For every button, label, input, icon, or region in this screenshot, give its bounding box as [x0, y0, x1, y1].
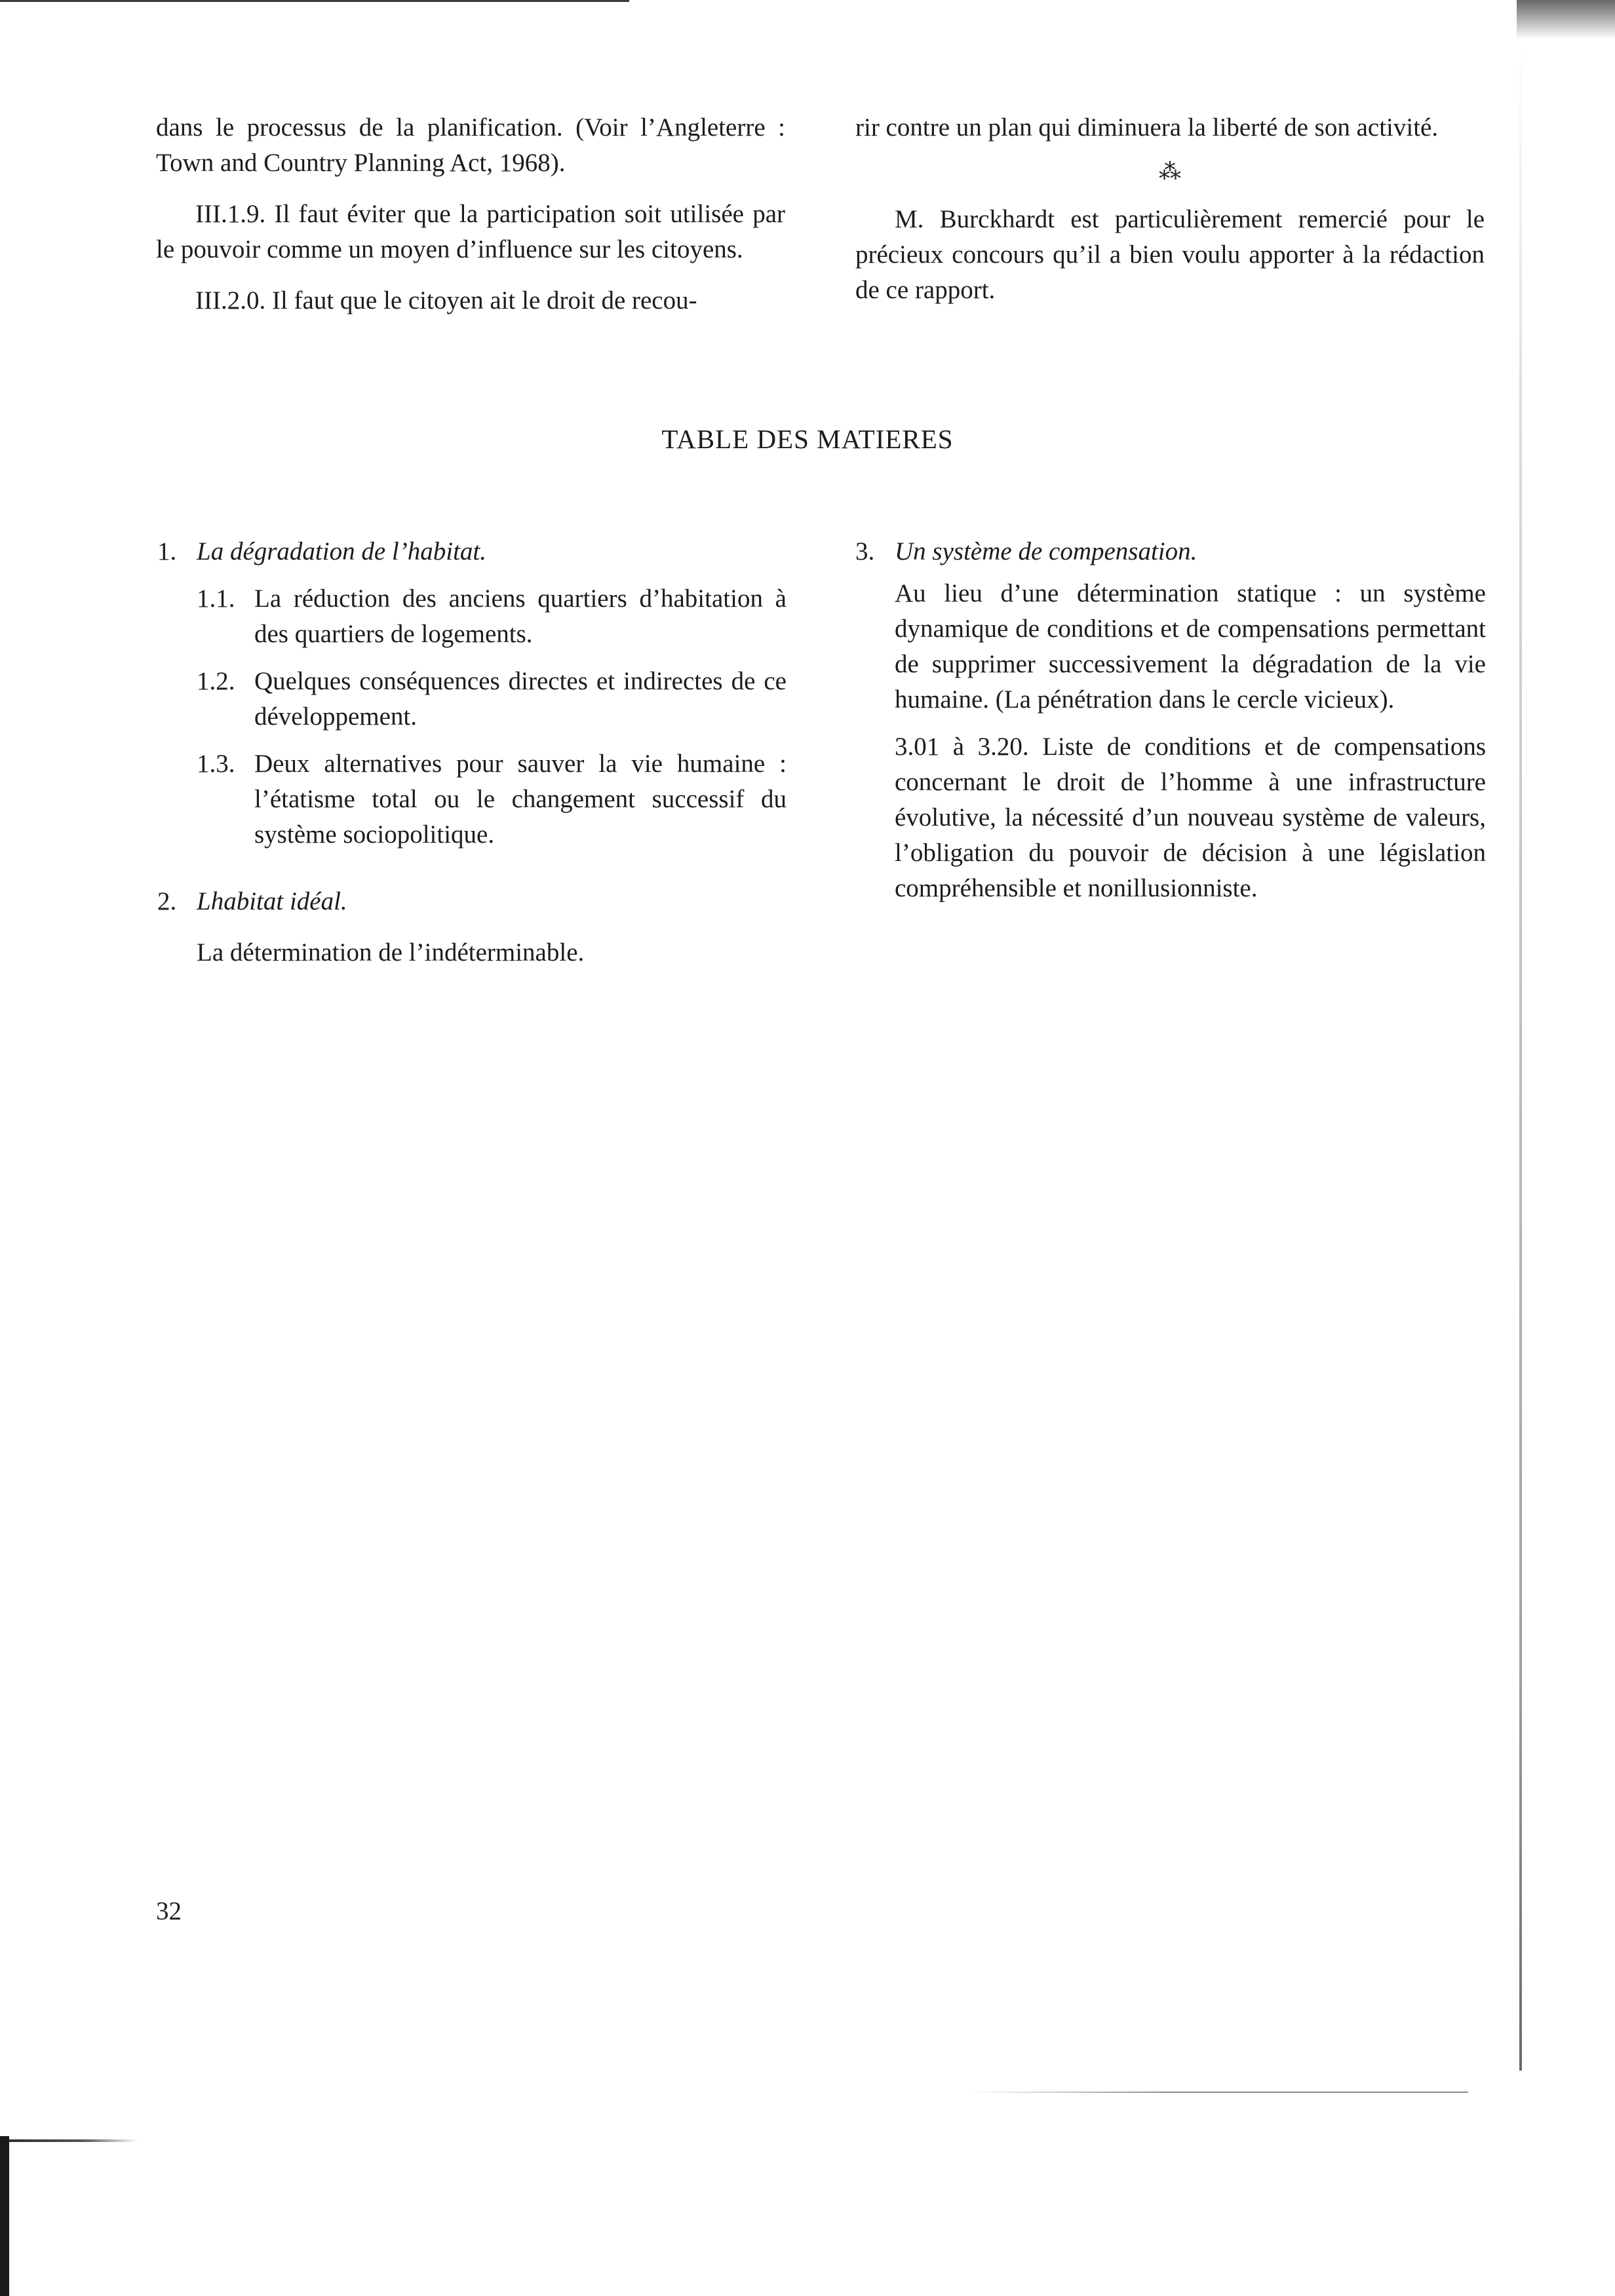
toc-right-column	[855, 534, 1486, 906]
toc-item-1-1	[197, 581, 787, 652]
section-title: Un système de compensation.	[895, 537, 1197, 565]
section-title: Lhabitat idéal.	[197, 887, 347, 915]
clause-III-2-0: III.2.0. Il faut que le citoyen ait le droit de recou-	[195, 286, 697, 315]
toc-title: TABLE DES MATIERES	[661, 424, 954, 454]
scan-edge-left-bar	[0, 2136, 9, 2296]
toc-section-1	[157, 534, 787, 569]
item-text: Deux alternatives pour sauver la vie humaine : l’étatisme total ou le changement successif du système sociopolitique.	[254, 750, 787, 849]
intro-right-column	[855, 110, 1485, 308]
toc-left-column	[157, 534, 787, 970]
section-number: 2.	[157, 887, 177, 915]
item-text: La réduction des anciens quartiers d’habitation à des quartiers de logements.	[254, 584, 787, 648]
toc-section-2	[157, 884, 787, 919]
scan-edge-right	[1519, 39, 1522, 2071]
item-number: 1.2.	[197, 667, 235, 695]
scan-edge-bottom-left	[0, 2139, 138, 2142]
scan-shadow-corner	[1517, 0, 1615, 39]
section-number: 1.	[157, 537, 177, 565]
asterism-ornament: ⁂	[1159, 160, 1181, 184]
acknowledgement: M. Burckhardt est particulièrement remercié pour le précieux concours qu’il a bien voulu apporter à la rédaction de ce rapport.	[855, 205, 1485, 304]
item-text: Quelques conséquences directes et indirectes de ce développement.	[254, 667, 787, 731]
section-3-text: Au lieu d’une détermination statique : un système dynamique de conditions et de compensations permettant de supprimer successivement la dégradation de la vie humaine. (La pénétration dans le cercle vicieux).	[895, 579, 1486, 714]
clause-continuation: rir contre un plan qui diminuera la liberté de son activité.	[855, 113, 1439, 142]
item-number: 1.3.	[197, 750, 235, 778]
item-number: 1.1.	[197, 584, 235, 613]
toc-item-1-2	[197, 664, 787, 735]
intro-paragraph: dans le processus de la planification. (Voir l’Angleterre : Town and Country Planning Act, 1968).	[156, 113, 785, 177]
page-number: 32	[156, 1897, 182, 1925]
intro-left-column	[156, 110, 785, 318]
section-number: 3.	[855, 537, 875, 565]
section-2-text: La détermination de l’indéterminable.	[197, 938, 585, 966]
clause-III-1-9: III.1.9. Il faut éviter que la participation soit utilisée par le pouvoir comme un moyen d’influence sur les citoyens.	[156, 200, 785, 263]
section-title: La dégradation de l’habitat.	[197, 537, 486, 565]
scan-edge-top	[0, 0, 629, 2]
toc-section-3	[855, 534, 1486, 569]
section-3-list-text: 3.01 à 3.20. Liste de conditions et de compensations concernant le droit de l’homme à une infrastructure évolutive, la nécessité d’un nouveau système de valeurs, l’obligation du pouvoir de décision à une législation compréhensible et nonillusionniste.	[895, 733, 1486, 902]
scan-edge-bottom-right	[970, 2092, 1468, 2093]
toc-item-1-3	[197, 746, 787, 852]
